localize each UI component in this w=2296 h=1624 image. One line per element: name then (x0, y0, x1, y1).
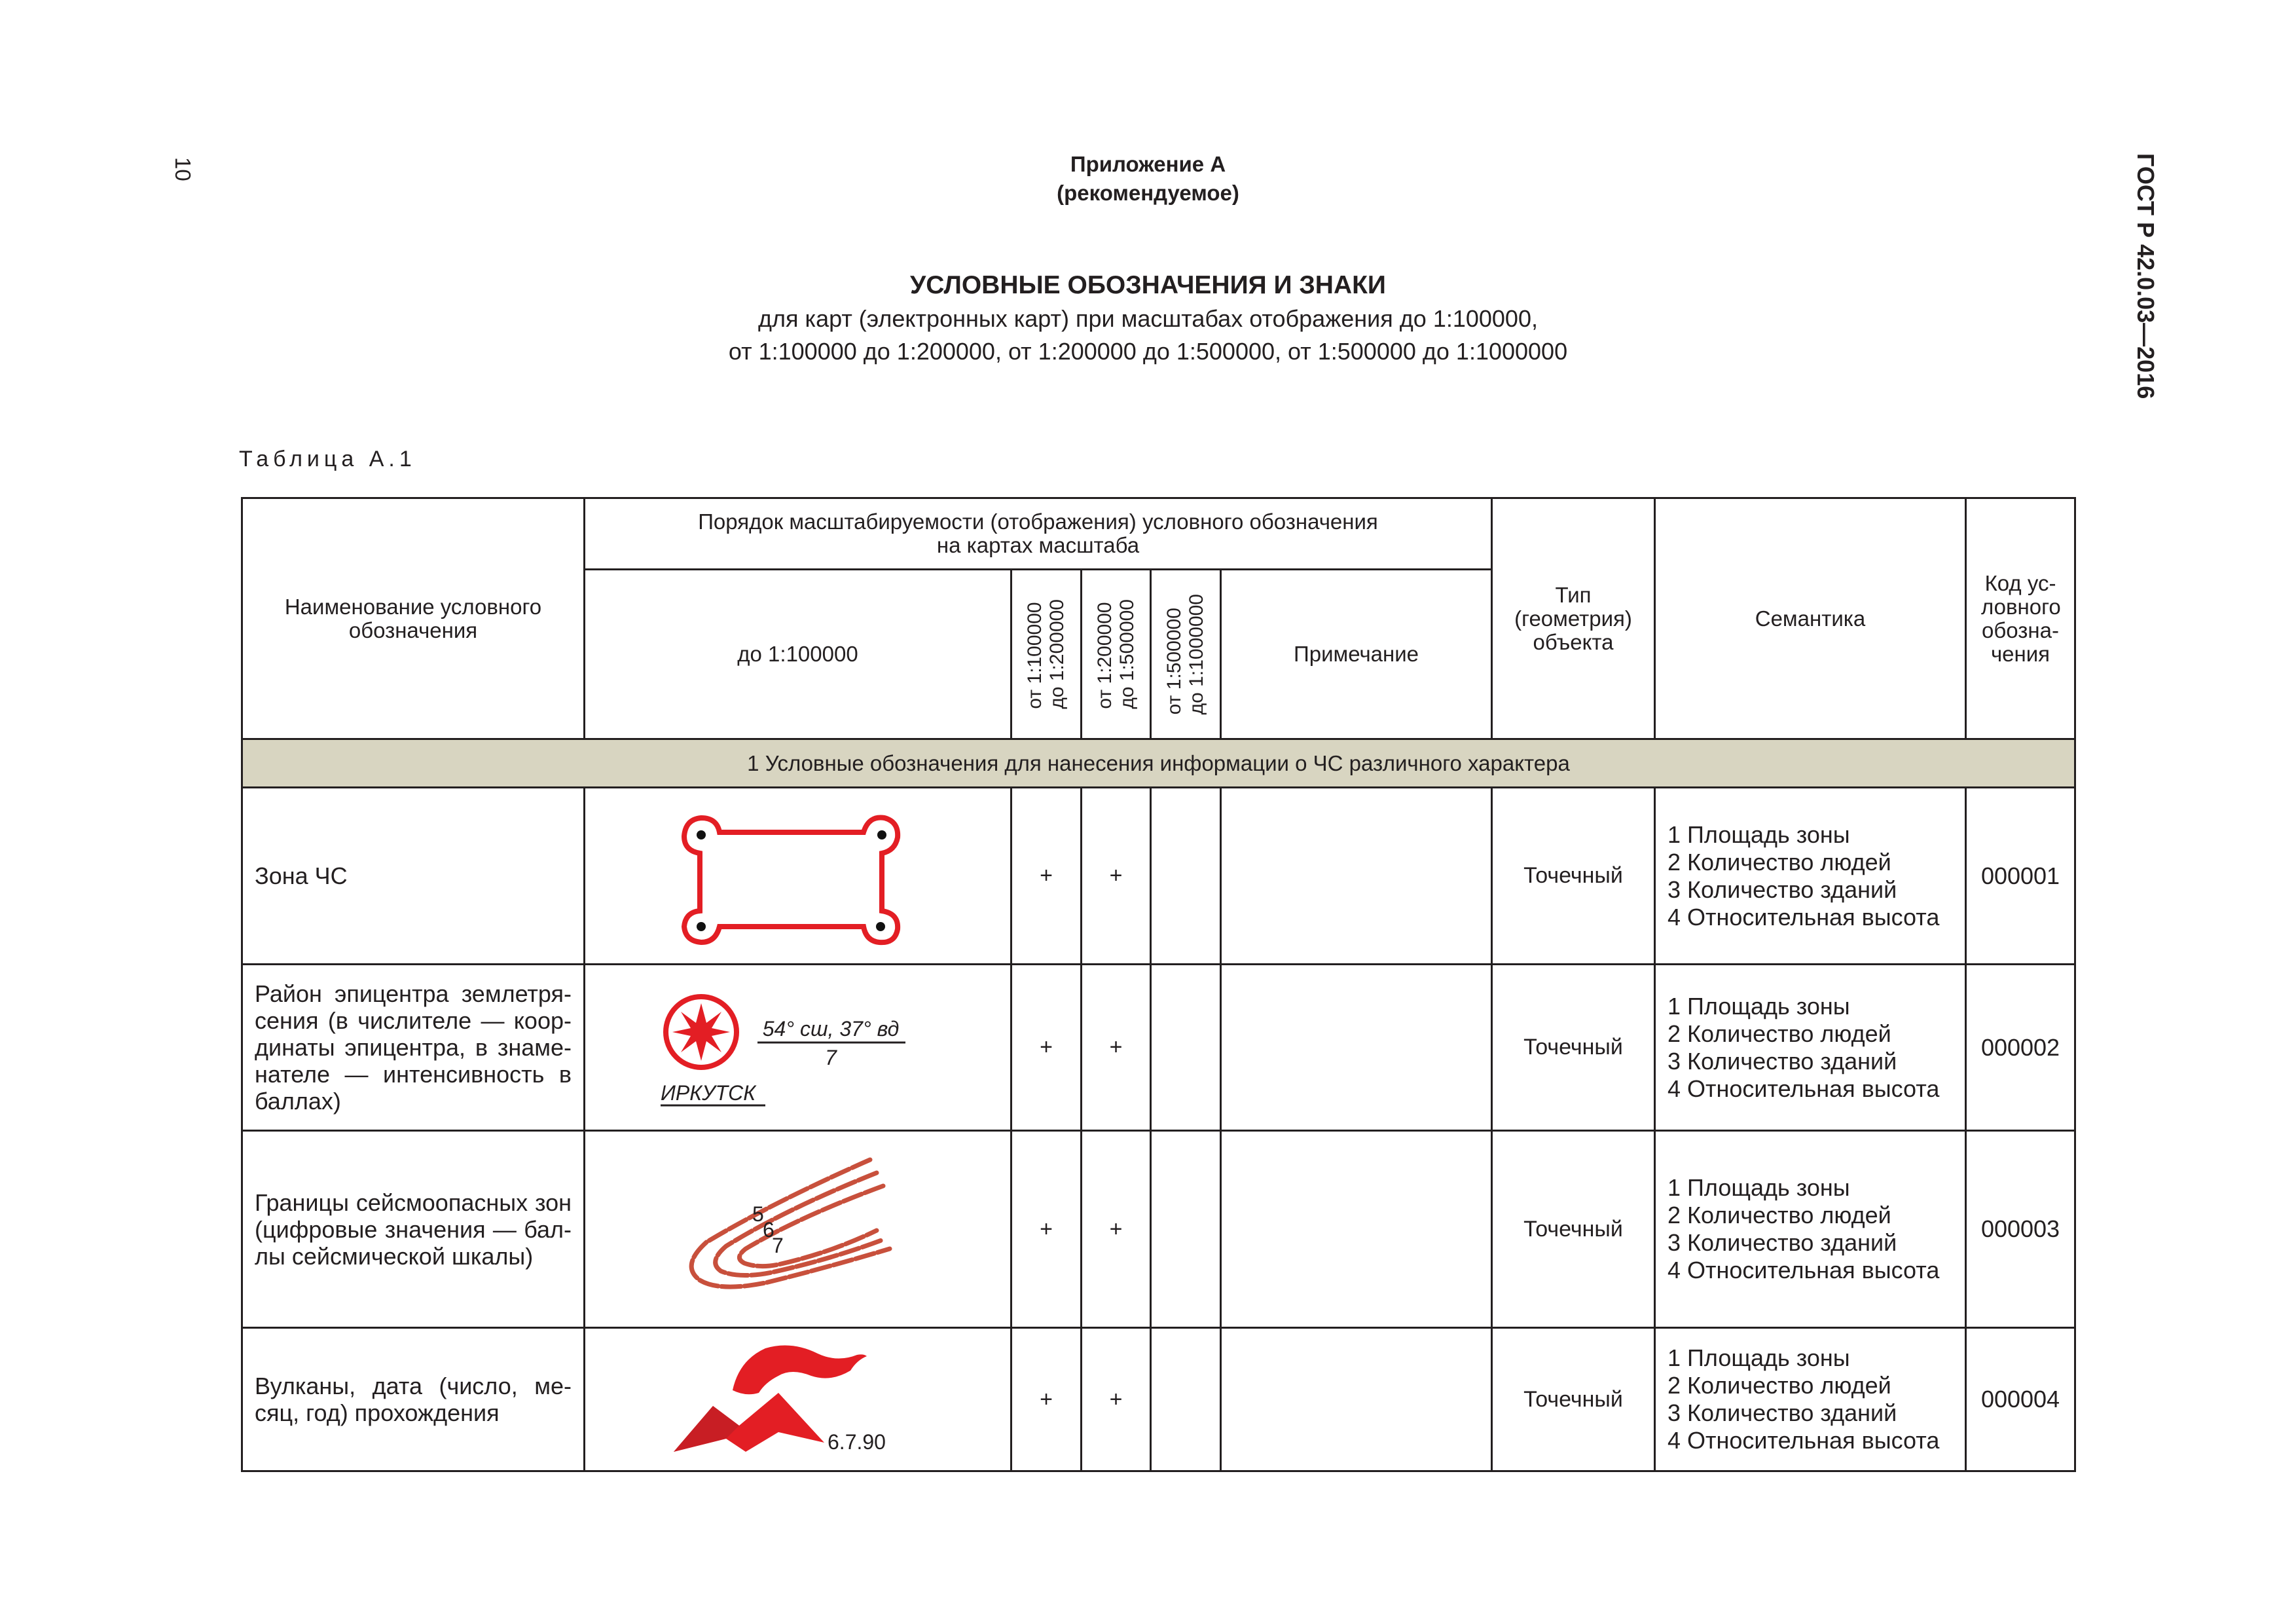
note-cell (1221, 788, 1492, 965)
section-title: 1 Условные обозначения для нанесения информации о ЧС различного характера (242, 739, 2075, 788)
earthquake-epicenter-icon (654, 976, 942, 1120)
header-order-text: Порядок масштабируемости (отображения) условного обозначения на картах масштаба (698, 509, 1378, 557)
scale-4-cell (1151, 965, 1221, 1131)
appendix-type: (рекомендуемое) (1057, 181, 1239, 205)
seismic-value-7: 7 (771, 1234, 784, 1257)
code-cell: 000001 (1966, 788, 2075, 965)
legend-table (241, 497, 2076, 1472)
scale-4-cell (1151, 1328, 1221, 1471)
header-scale-4-to: до 1:1000000 (1186, 593, 1207, 715)
epicenter-coordinates: 54° сш, 37° вд (762, 1016, 899, 1041)
semantics-item: 4 Относительная высота (1667, 1075, 1940, 1102)
emergency-zone-icon (674, 801, 922, 951)
header-scale-2-from: от 1:100000 (1024, 602, 1046, 709)
semantics-item: 4 Относительная высота (1667, 1257, 1940, 1283)
note-cell (1221, 1328, 1492, 1471)
semantics-item: 3 Количество зданий (1667, 876, 1897, 903)
header-scale-3-to: до 1:500000 (1116, 599, 1138, 709)
epicenter-intensity: 7 (824, 1045, 837, 1069)
symbol-name: Границы сейсмоопасных зон (цифровые значения — бал-лы сейсмической шкалы) (242, 1131, 585, 1328)
symbol-cell (585, 965, 1011, 1131)
page-subtitle-line2: от 1:100000 до 1:200000, от 1:200000 до 1:500000, от 1:500000 до 1:1000000 (728, 338, 1568, 365)
symbol-name: Вулканы, дата (число, ме-сяц, год) прохождения (242, 1328, 585, 1471)
scale-4-cell (1151, 788, 1221, 965)
scale-2-cell: + (1011, 788, 1082, 965)
scale-2-cell: + (1011, 965, 1082, 1131)
page-number: 10 (171, 157, 195, 181)
header-scale-3 (1082, 570, 1151, 739)
header-scale-2-to: до 1:200000 (1046, 599, 1068, 709)
note-cell (1221, 1131, 1492, 1328)
semantics-item: 2 Количество людей (1667, 1020, 1891, 1047)
table-label: Таблица А.1 (239, 447, 416, 471)
header-scale-4-from: от 1:500000 (1163, 607, 1185, 715)
semantics-item: 1 Площадь зоны (1667, 1344, 1850, 1371)
volcano-icon (667, 1334, 929, 1465)
section-row (242, 739, 2075, 788)
header-note: Примечание (1221, 570, 1492, 739)
seismic-value-6: 6 (762, 1218, 774, 1242)
symbol-name: Зона ЧС (242, 788, 585, 965)
note-cell (1221, 965, 1492, 1131)
table-row (242, 1328, 2075, 1471)
table-row (242, 1131, 2075, 1328)
scale-3-cell: + (1082, 1328, 1151, 1471)
header-code-text: Код ус-ловного обозна-чения (1981, 570, 2061, 666)
semantics-item: 3 Количество зданий (1667, 1047, 1897, 1075)
header-order (585, 498, 1492, 570)
scale-3-cell: + (1082, 1131, 1151, 1328)
semantics-item: 4 Относительная высота (1667, 903, 1940, 931)
epicenter-place: ИРКУТСК (660, 1080, 756, 1105)
header-type-text: Тип (геометрия) объекта (1514, 582, 1632, 654)
type-cell: Точечный (1492, 1328, 1655, 1471)
table-row (242, 788, 2075, 965)
table-row (242, 965, 2075, 1131)
symbol-cell (585, 1131, 1011, 1328)
semantics-cell (1655, 1328, 1966, 1471)
symbol-cell (585, 1328, 1011, 1471)
semantics-item: 3 Количество зданий (1667, 1229, 1897, 1256)
page-subtitle-line1: для карт (электронных карт) при масштабах отображения до 1:100000, (758, 305, 1538, 332)
seismic-value-5: 5 (752, 1202, 764, 1226)
code-cell: 000002 (1966, 965, 2075, 1131)
code-cell: 000004 (1966, 1328, 2075, 1471)
header-scale-3-from: от 1:200000 (1093, 602, 1116, 709)
semantics-item: 1 Площадь зоны (1667, 821, 1850, 848)
semantics-item: 3 Количество зданий (1667, 1399, 1897, 1426)
document-code: ГОСТ Р 42.0.03—2016 (2132, 153, 2159, 399)
scale-4-cell (1151, 1131, 1221, 1328)
semantics-item: 2 Количество людей (1667, 1202, 1891, 1228)
semantics-item: 2 Количество людей (1667, 1372, 1891, 1399)
semantics-cell (1655, 788, 1966, 965)
symbol-name: Район эпицентра землетря-сения (в числителе — коор-динаты эпицентра, в знаме-нателе — интенсивность в баллах) (242, 965, 585, 1131)
type-cell: Точечный (1492, 965, 1655, 1131)
header-name-text: Наименование условного обозначения (284, 594, 542, 642)
header-scale-2 (1011, 570, 1082, 739)
header-scale-4 (1151, 570, 1221, 739)
semantics-item: 1 Площадь зоны (1667, 992, 1850, 1020)
semantics-cell (1655, 1131, 1966, 1328)
semantics-item: 2 Количество людей (1667, 848, 1891, 876)
symbol-cell (585, 788, 1011, 965)
semantics-item: 1 Площадь зоны (1667, 1174, 1850, 1201)
header-name (242, 498, 585, 739)
page-title: УСЛОВНЫЕ ОБОЗНАЧЕНИЯ И ЗНАКИ (910, 271, 1386, 299)
seismic-zones-icon (674, 1144, 922, 1314)
type-cell: Точечный (1492, 788, 1655, 965)
code-cell: 000003 (1966, 1131, 2075, 1328)
scale-3-cell: + (1082, 965, 1151, 1131)
scale-3-cell: + (1082, 788, 1151, 965)
semantics-cell (1655, 965, 1966, 1131)
header-code (1966, 498, 2075, 739)
header-type (1492, 498, 1655, 739)
header-scale-1: до 1:100000 (585, 570, 1011, 739)
scale-2-cell: + (1011, 1131, 1082, 1328)
type-cell: Точечный (1492, 1131, 1655, 1328)
scale-2-cell: + (1011, 1328, 1082, 1471)
header-semantics: Семантика (1655, 498, 1966, 739)
appendix-title: Приложение А (1070, 152, 1226, 176)
volcano-date: 6.7.90 (827, 1430, 886, 1454)
semantics-item: 4 Относительная высота (1667, 1427, 1940, 1454)
